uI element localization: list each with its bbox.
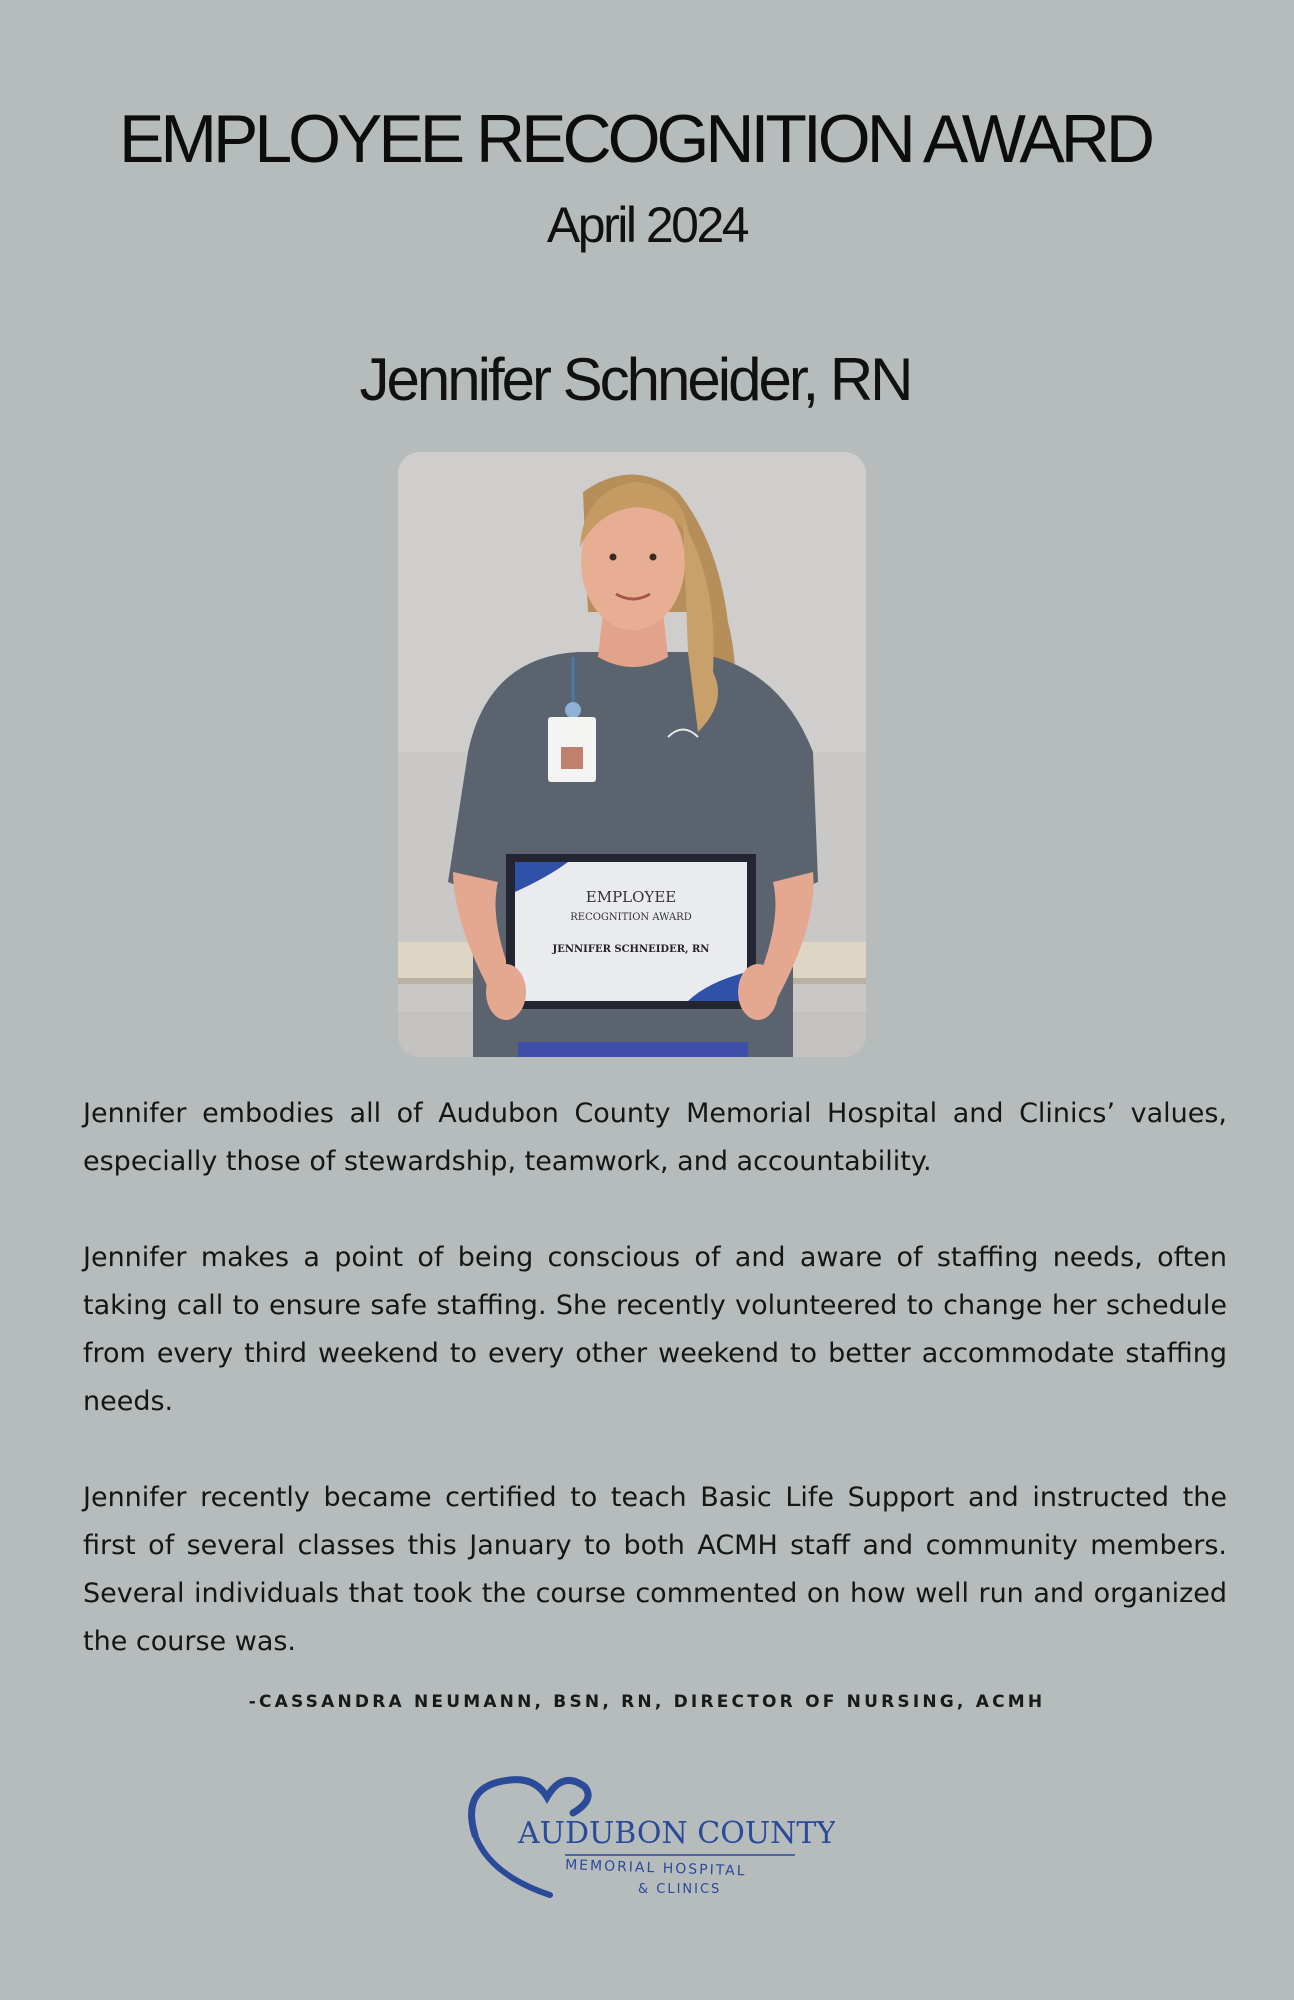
- logo-line2: MEMORIAL HOSPITAL: [564, 1857, 747, 1880]
- certificate-line1: EMPLOYEE: [585, 888, 677, 906]
- attribution: -CASSANDRA NEUMANN, BSN, RN, DIRECTOR OF NURSING, ACMH: [248, 1692, 1046, 1712]
- award-date: April 2024: [546, 197, 748, 253]
- paragraph-values: Jennifer embodies all of Audubon County Memorial Hospital and Clinics’ values, especially those of stewardship, teamwork, and accountability.: [83, 1098, 1227, 1177]
- hospital-logo: [455, 1765, 835, 1905]
- certificate-line2: RECOGNITION AWARD: [570, 912, 692, 923]
- honoree-photo: [398, 452, 866, 1057]
- paragraph-staffing: Jennifer makes a point of being conscious of and aware of staffing needs, often taking call to ensure safe staffing. She recently volunteered to change her schedule from every third weekend to every other weekend to better accommodate staffing needs.: [83, 1242, 1227, 1417]
- logo-line3: & CLINICS: [638, 1882, 722, 1897]
- certificate-name: JENNIFER SCHNEIDER, RN: [552, 944, 710, 955]
- paragraph-bls: Jennifer recently became certified to teach Basic Life Support and instructed the first of several classes this January to both ACMH staff and community members. Several individuals that took the course commented on how well run and organized the course was.: [83, 1482, 1227, 1657]
- award-description: [83, 1090, 1227, 1666]
- logo-line1: AUDUBON COUNTY: [518, 1816, 835, 1851]
- honoree-name: Jennifer Schneider, RN: [359, 346, 911, 413]
- award-title: EMPLOYEE RECOGNITION AWARD: [118, 101, 1151, 177]
